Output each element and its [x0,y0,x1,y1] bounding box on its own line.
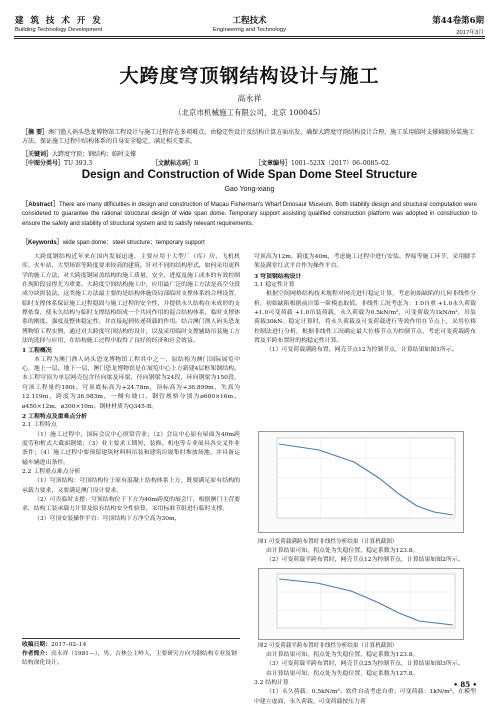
section-name-en: Engineering and Technology [212,27,287,33]
features-paragraph: （1）施工过程中，国际会议中心照常营业；（2）会议中心原有屋面为40m跨度劳和桁式大截面钢梁；（3）业主要求工期短，装修、机电等专业展具各交叉作业条件；（4）施工过程中要预留建筑材料料吊装和建筑垃圾集时堆放场地，并具备运输车辆进出条件。 [22,431,240,466]
section-heading-3: 3 穹顶钢结构设计 [254,272,302,280]
article-title-cn: 大跨度穹顶钢结构设计与施工 [119,65,380,87]
author-name-en: Gao Yong-xiang [224,186,275,193]
figure-1 [258,431,464,533]
received-date [22,641,240,650]
journal-name-en: Building Technology Development [15,27,103,33]
difficulty-paragraph-3: （3）穹顶安装操作平台：穹顶结构下方净空高为30m， [34,515,181,522]
subsection-heading-2-2: 2.2 工程重点难点分析 [22,468,81,475]
keywords-en [22,239,205,248]
subsection-heading-3-2: 3.2 结构计算 [254,680,289,687]
affiliation-cn: （北京市机械施工有限公司，北京 100045） [173,108,325,117]
load-paragraph: （1）永久荷载：0.5kN/m²；软件自动考虑自重；可变荷载：1kN/m²，在模型中建立虚面，永久荷载、可变荷载按压力荷 [254,689,476,705]
header-rule-2 [14,38,485,39]
footnote-rule [22,638,240,639]
section-name-cn: 工程技术 [232,16,267,26]
doc-value: B [194,160,199,167]
abstract-en-label: ［Abstract］ [22,202,59,208]
received-date-value: 2017–02–14 [51,642,87,648]
doc-code [152,159,198,168]
stability-paragraph: 根据空间网格结构技术规程对网壳进行稳定计算，考虑初始缺陷的几何非线性分析，初始缺陷根据前自第一阶模态取值。非线性工况考虑为：1.0自重 +1.0永久荷载 +1.0可变荷载 +1.0吊装荷载，永久荷载为0.5kN/m²，可变荷载为1kN/m²，吊装荷载30kN。稳定计算时，将永久荷载及可变荷载进行等效作用在节点上，采用位移控制法进行分析，根据非线性工况确定最大位移节点为控制节点，考虑可变荷载跨布置及半跨布置时的构稳定性计算。 [254,291,476,345]
issue-date: 2017年3月 [456,30,484,36]
figure-2-plot [259,569,463,639]
abstract-en [22,201,477,229]
page-number: • 85 • [453,680,477,689]
author-bio-text: 高永祥（1981—），男，吉林公主岭人，主要研究方向为钢结构专业及钢结构深化设计。 [22,651,237,667]
author-bio [22,650,240,668]
overview-paragraph: 本工程为澳门渔人码头恐龙博物馆工程其中之一，原结构为澳门国际展览中心，地上一层，地下一层，澳门恐龙博物馆是在展览中心上方新建4层框架钢结构。本工程穹顶为单层网壳包含径向梁及环梁，径向钢梁为24段，环向钢梁为150段，穹顶工程量约180t。穹顶底标高为+24.78m，顶标高为+36.899m，失高为12.119m，跨度为36.983m，一侧有坡口。钢管规格分别为ø600×16m、ø450×12m、ø300×10m；钢材材质为Q345-B。 [22,356,240,410]
clc-label: ［中图分类号］ [22,160,65,167]
intro-paragraph: 大跨度钢结构近年来在国内发展迅速，主要应用于大型厂（库）房、飞机机库、火车站、大型场馆等跨度要求较高的建筑。针对不同的结构形式，如何采用更科学的施工方法，对大跨度钢屋盖结构的施工质量、安全、进度及施工成本的有效控制在现阶段显得尤为重要。大跨度空间结构施工中，应用最广泛的施工方法是高空分段成分块拼装法，这类施工方法最主要的是结构体施设局部临时支撑体系的合理设置，临时支撑体系保证施工过程稳固与施工过程的安全性，并提供永久结构在未成形的支撑依靠，使永久结构与临时支撑结构组成一个共同作用的混合结构体系，临时支撑体系的刚度、强度及整体稳定性，并直接起到传递荷载的作用。结合澳门渔人码头恐龙博物馆工程实例，通过对大跨度穹顶结构的设计，以及采用临时支撑辅助吊装施工方法的选择与应用，在结构施工过程中取得了良好的经济和社会效益。 [22,254,240,345]
subsection-heading-3-1: 3.1 稳定性计算 [254,282,295,289]
case2-result: 由计算结果可知，拐点处为失稳位置，稳定系数为123.8。 [266,652,419,658]
author-name-cn: 高永祥 [237,94,262,103]
figure-2 [258,568,464,640]
journal-name-cn: 建 筑 技 术 开 发 [15,16,103,26]
case3-result: 由计算结果可知，拐点处为失稳位置，稳定系数为127.8。 [266,670,419,677]
figure-1-caption: 图1 可变荷载满跨布置时非线性分析结果（计算机截图） [258,539,398,545]
keywords-en-text: wide span dome；steel structure；temporary support [62,240,205,246]
article-number [255,159,389,168]
issue-number: 第44卷第6期 [432,16,484,26]
abstract-cn-text: 澳门渔人码头恐龙博物馆工程设计与施工过程存在多项难点，由稳定性设计及结构计算方面出发，确保大跨度穹顶结构设计合理，施工采用临时支撑辅助吊装施工方法，保证施工过程中结构体系的自身安全稳定，满足相关要求。 [22,129,475,146]
subsection-heading-2-1: 2.1 工程特点 [22,422,57,429]
keywords-cn-text: 大跨度穹顶；钢结构；临时支撑 [52,151,137,158]
doc-label: ［文献标志码］ [152,160,195,167]
difficulty-paragraph-1: （1）穹顶结构：穹顶结构位于原有混凝土结构体系上方，既要满足原有结构的承载力要求，又要满足澳门设计要求。 [22,478,240,494]
abstract-cn [22,128,477,147]
difficulty-paragraph-2: （2）可否临时支撑：穹顶结构位于下方为40m跨度的展会厅，根据澳门主营要求，结构工装承载力计算及原有结构安全性验算，采用标准节组进行临时支撑。 [22,496,240,513]
keywords-cn [22,150,136,159]
header-rule [14,36,485,37]
footnote [22,641,240,669]
abstract-cn-label: ［摘 要］ [22,129,49,136]
keywords-cn-label: ［关键词］ [22,151,53,158]
article-title-en: Design and Construction of Wide Span Dome Steel Structure [81,168,418,181]
case1-paragraph: （1）可变荷载满跨布置，网壳节点12为控制节点，计算结果如图1所示。 [266,347,458,354]
section-heading-2: 2 工程特点及重难点分析 [22,412,88,420]
body-right-column-mid [254,547,476,566]
case3-paragraph: （3）可变荷载半跨布置时，网壳节点25为控制节点，计算结果如图3所示。 [266,661,464,668]
article-label: ［文章编号］ [255,160,292,167]
section-heading-1: 1 工程概况 [22,347,52,355]
clc-number [22,159,92,168]
case1-result: 由计算结果可知，拐点处为失稳位置，稳定系数为123.8。 [266,548,419,554]
keywords-en-label: ［Keywords］ [22,240,63,246]
received-date-label: 收稿日期： [22,642,51,648]
figure-1-plot [259,432,463,532]
case2-paragraph: （2）可变荷载半跨布置时，网壳节点12为控制节点，计算结果如图2所示。 [266,557,464,564]
body-left-column [22,253,240,524]
author-bio-label: 作者简介： [22,651,51,658]
clc-value: TU 393.3 [64,160,93,167]
article-value: 1001–523X（2017）06–0085–02 [291,160,389,167]
figure-2-caption: 图2 可变荷载半跨布置时非线性分析结果（计算机截图） [258,643,398,649]
abstract-en-text: There are many difficulties in design and construction of Macau Fisherman's Wharf Dinosaur Museum. Both stability design and structural computation were considered to guarantee the rational structural design of wide span dome. Temporary support assisting qualified construction platform was adopted in construction to ensure the safety and stability of structural system and to satisfy relevant requirements. [22,202,477,227]
platform-paragraph: 穹顶高为12m，跨度为40m，考虑施工过程中进行安装、焊接等施工环节，采用脚手架及满堂红式平台作为操作平台。 [254,254,476,270]
body-right-column [254,253,476,356]
